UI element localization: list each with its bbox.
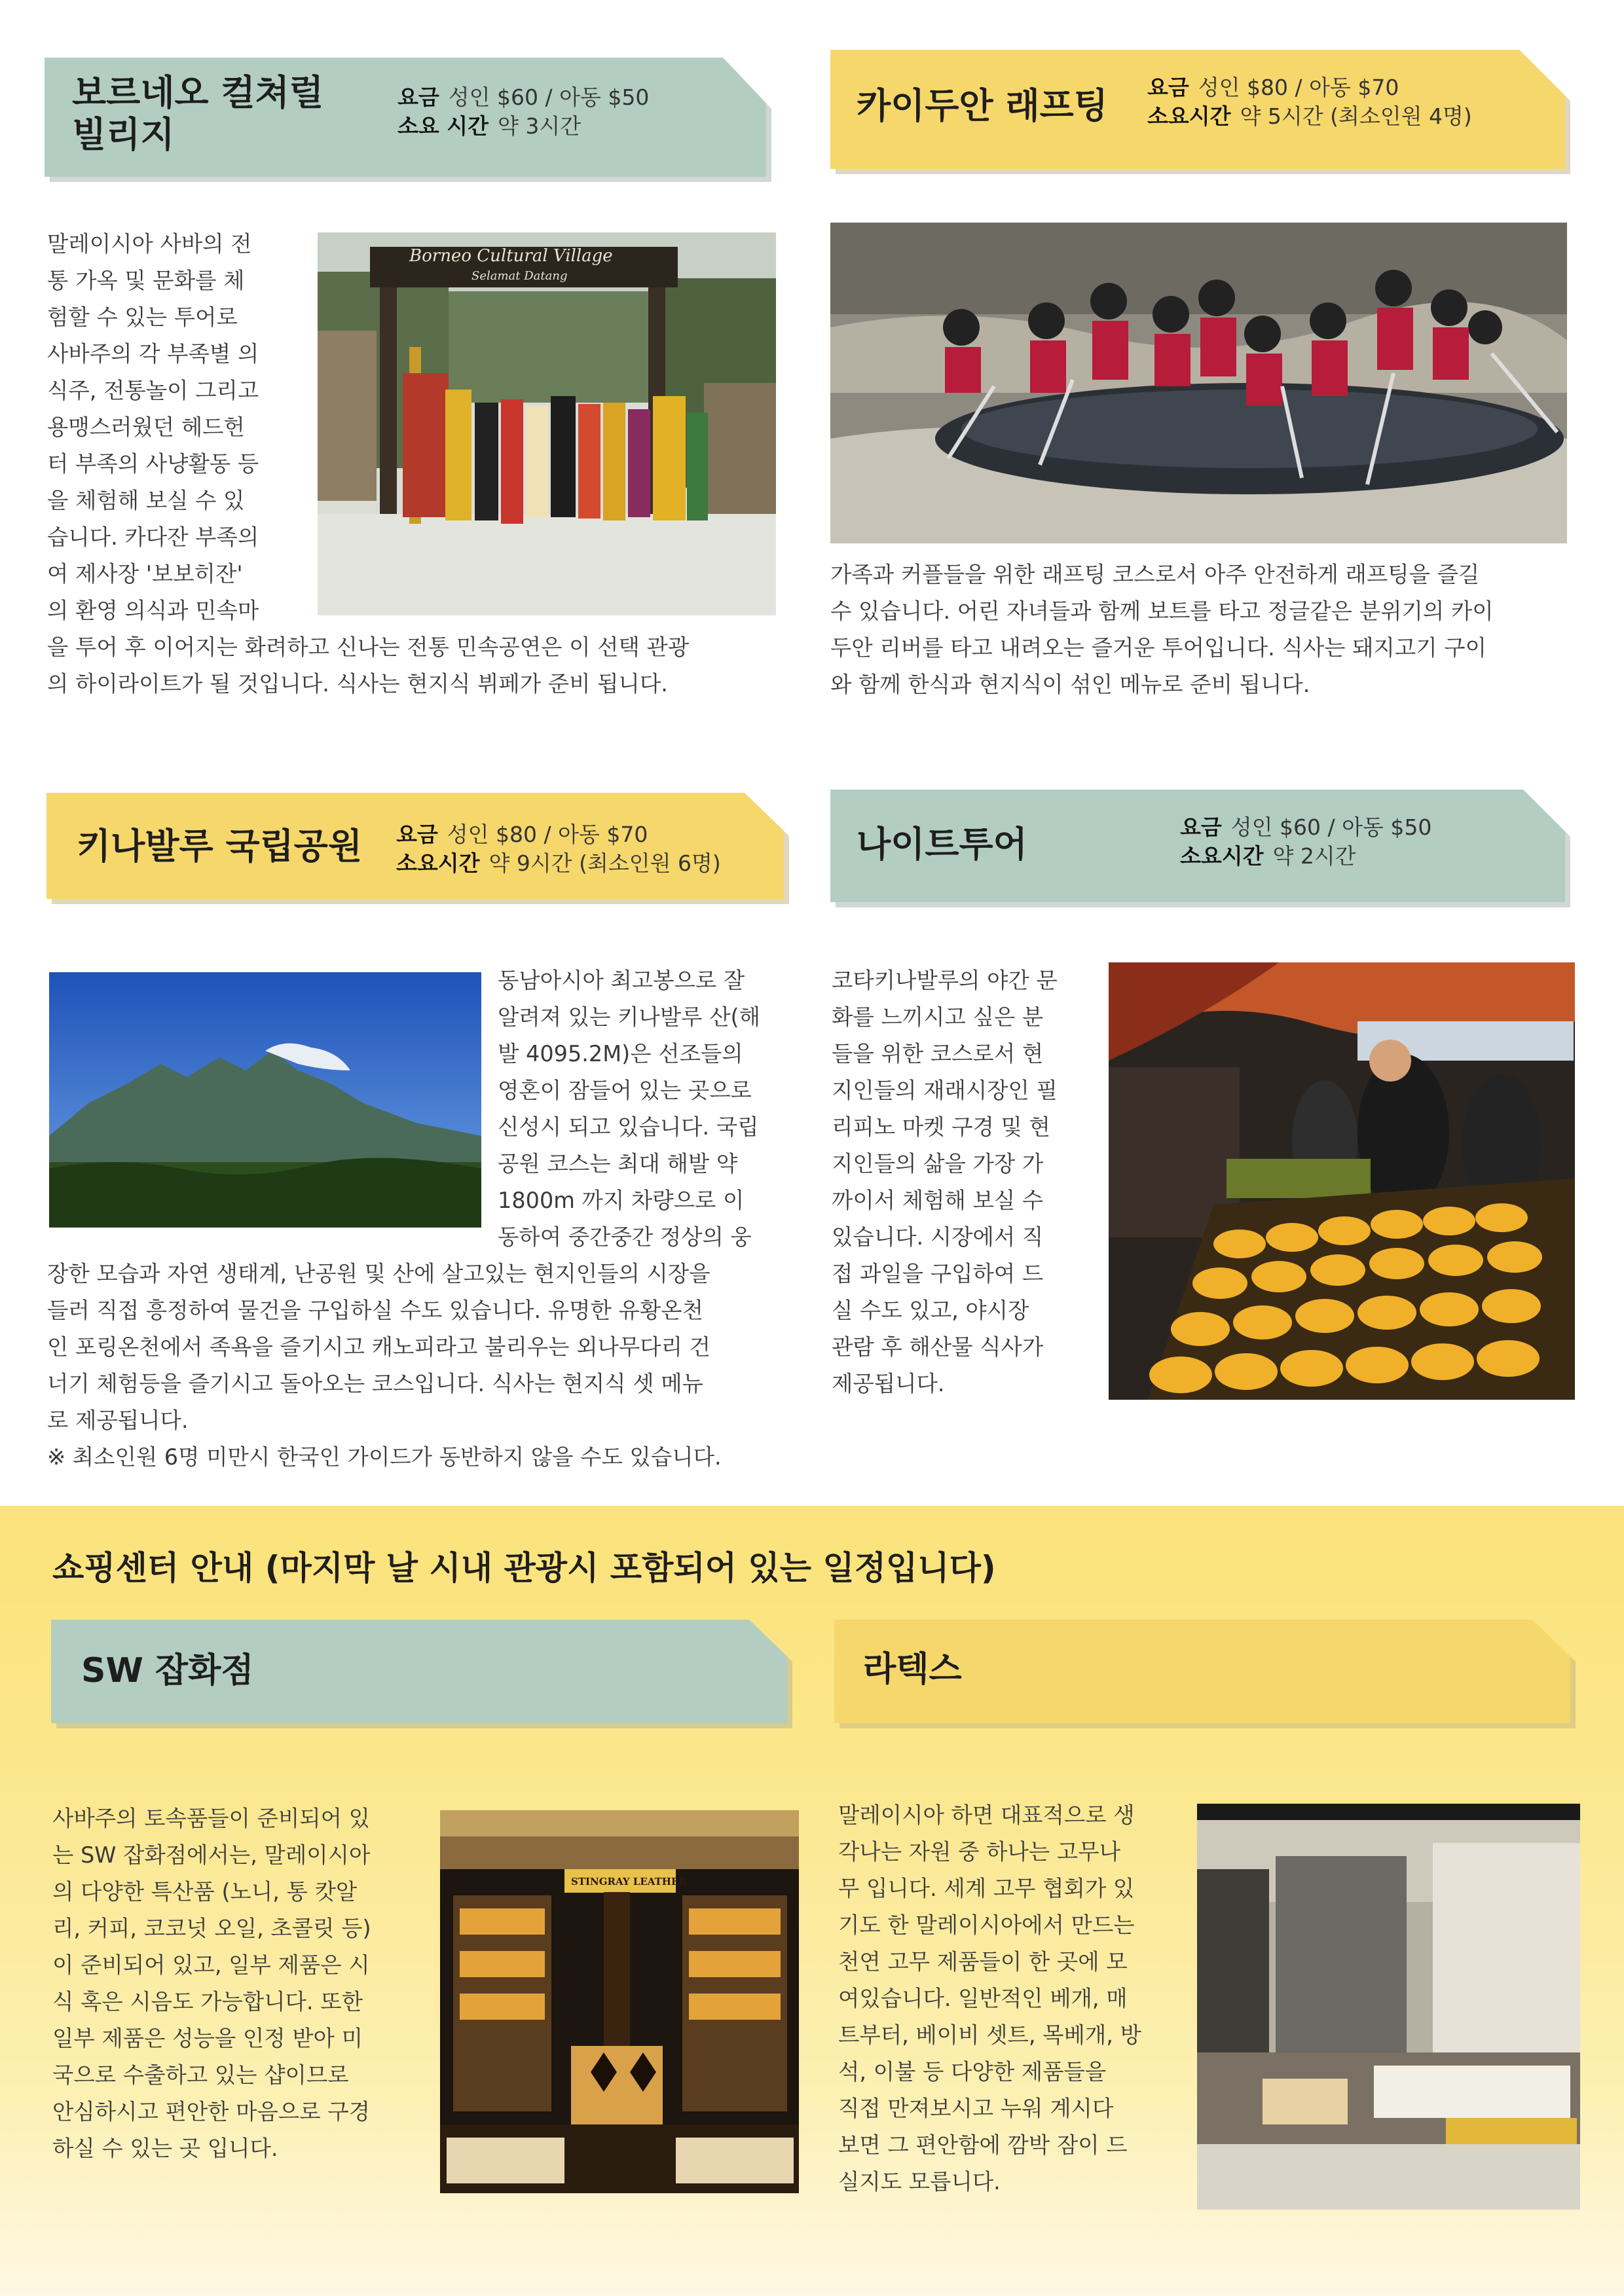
- body-line: 동남아시아 최고봉으로 잘: [498, 968, 745, 993]
- body-line: 동하여 중간중간 정상의 웅: [498, 1224, 752, 1250]
- time-label: 소요 시간: [397, 113, 489, 139]
- body-line: 의 환영 의식과 민속마: [47, 598, 259, 623]
- fee-value: 성인 $80 / 아동 $70: [1198, 75, 1399, 100]
- card-meta: [1180, 813, 1431, 871]
- body-line: 관람 후 해산물 식사가: [832, 1334, 1044, 1360]
- body-line: 는 SW 잡화점에서는, 말레이시아: [52, 1842, 371, 1868]
- body-line: 두안 리버를 타고 내려오는 즐거운 투어입니다. 식사는 돼지고기 구이: [830, 635, 1486, 661]
- time-value: 약 9시간 (최소인원 6명): [489, 850, 721, 876]
- time-value: 약 5시간 (최소인원 4명): [1240, 103, 1472, 129]
- body-line: 용맹스러웠던 헤드헌: [47, 414, 245, 440]
- body-line: 영혼이 잠들어 있는 곳으로: [498, 1078, 752, 1103]
- rafting-body: [830, 556, 1574, 703]
- kinabalu-body-full: [47, 1256, 790, 1476]
- fee-value: 성인 $80 / 아동 $70: [447, 822, 648, 847]
- body-line: 수 있습니다. 어린 자녀들과 함께 보트를 타고 정글같은 분위기의 카이: [830, 598, 1494, 624]
- body-line: 1800m 까지 차량으로 이: [498, 1188, 745, 1213]
- body-line: 트부터, 베이비 셋트, 목베개, 방: [838, 2022, 1141, 2048]
- body-line: 기도 한 말레이시아에서 만드는: [838, 1912, 1135, 1938]
- body-line: 장한 모습과 자연 생태계, 난공원 및 산에 살고있는 현지인들의 시장을: [47, 1261, 710, 1286]
- header-card-rafting: [826, 46, 1579, 154]
- body-line: 알려져 있는 키나발루 산(해: [498, 1004, 760, 1030]
- body-line: 이 준비되어 있고, 일부 제품은 시: [52, 1952, 370, 1978]
- night-body: [832, 962, 1094, 1402]
- card-title: 나이트투어: [857, 824, 1027, 865]
- time-label: 소요시간: [1180, 843, 1264, 869]
- body-line: 신성시 되고 있습니다. 국립: [498, 1114, 759, 1140]
- body-line: 을 체험해 보실 수 있: [47, 488, 245, 513]
- body-line: 공원 코스는 최대 해발 약: [498, 1151, 738, 1176]
- body-line: 로 제공됩니다.: [47, 1408, 189, 1433]
- body-line: 리피노 마켓 구경 및 현: [832, 1114, 1050, 1140]
- body-line: 사바주의 토속품들이 준비되어 있: [52, 1806, 370, 1831]
- body-line: 의 하이라이트가 될 것입니다. 식사는 현지식 뷔페가 준비 됩니다.: [47, 671, 668, 697]
- body-line: 들러 직접 흥정하여 물건을 구입하실 수도 있습니다. 유명한 유황온천: [47, 1298, 703, 1323]
- body-line: 너기 체험등을 즐기시고 돌아오는 코스입니다. 식사는 현지식 셋 메뉴: [47, 1371, 703, 1396]
- body-line: 안심하시고 편안한 마음으로 구경: [52, 2099, 370, 2124]
- fee-label: 요금: [397, 84, 439, 110]
- body-line: 들을 위한 코스로서 현: [832, 1041, 1044, 1066]
- body-line: 리, 커피, 코코넛 오일, 초콜릿 등): [52, 1916, 371, 1941]
- body-line: 인 포링온천에서 족욕을 즐기시고 캐노피라고 불리우는 외나무다리 건: [47, 1334, 711, 1360]
- body-line: 직접 만져보시고 누워 계시다: [838, 2096, 1114, 2121]
- body-line: 접 과일을 구입하여 드: [832, 1261, 1044, 1286]
- time-label: 소요시간: [396, 850, 480, 876]
- body-line: 여있습니다. 일반적인 베개, 매: [838, 1986, 1128, 2011]
- kinabalu-body-wrap: [498, 962, 786, 1256]
- body-line: 발 4095.2M)은 선조들의: [498, 1041, 743, 1066]
- card-meta: [396, 820, 721, 878]
- body-line: 말레이시아 사바의 전: [47, 231, 252, 257]
- body-line: 식주, 전통놀이 그리고: [47, 378, 259, 403]
- photo-sign-text: Borneo Cultural Village: [409, 246, 613, 266]
- header-card-latex: [830, 1616, 1583, 1724]
- photo-subsign-text: Selamat Datang: [471, 269, 568, 283]
- fee-value: 성인 $60 / 아동 $50: [1230, 814, 1432, 840]
- photo-sign-text: STINGRAY LEATHER: [571, 1876, 687, 1887]
- borneo-body-wrap: [47, 226, 293, 629]
- fee-label: 요금: [396, 822, 438, 847]
- latex-showroom-photo: [1197, 1804, 1580, 2210]
- card-title-line1: 보르네오 컬쳐럴: [72, 72, 323, 113]
- body-line: 통 가옥 및 문화를 체: [47, 268, 245, 293]
- sw-body: [52, 1800, 419, 2167]
- card-title: 카이두안 래프팅: [857, 85, 1108, 126]
- card-title: 라텍스: [863, 1650, 962, 1689]
- card-title: 키나발루 국립공원: [77, 826, 363, 867]
- fee-label: 요금: [1180, 814, 1222, 840]
- shopping-section-title: 쇼핑센터 안내 (마지막 날 시내 관광시 포함되어 있는 일정입니다): [52, 1549, 996, 1587]
- body-line: 지인들의 재래시장인 필: [832, 1078, 1058, 1103]
- body-line: 터 부족의 사냥활동 등: [47, 451, 259, 477]
- body-line: 실 수도 있고, 야시장: [832, 1298, 1029, 1323]
- mount-kinabalu-photo: [49, 972, 481, 1228]
- rafting-photo: [830, 223, 1567, 543]
- body-line: 하실 수 있는 곳 입니다.: [52, 2136, 278, 2161]
- header-card-sw: [47, 1616, 800, 1724]
- body-line: 가족과 커플들을 위한 래프팅 코스로서 아주 안전하게 래프팅을 즐길: [830, 562, 1480, 587]
- body-line: 을 투어 후 이어지는 화려하고 신나는 전통 민속공연은 이 선택 관광: [47, 634, 690, 660]
- body-line: 실지도 모릅니다.: [838, 2169, 1001, 2195]
- card-title-line2: 빌리지: [72, 114, 175, 155]
- body-line: 석, 이불 등 다양한 제품들을: [838, 2059, 1107, 2085]
- time-value: 약 3시간: [498, 113, 581, 139]
- body-line: 사바주의 각 부족별 의: [47, 341, 259, 367]
- body-line: 제공됩니다.: [832, 1371, 945, 1396]
- header-card-borneo: [41, 54, 781, 162]
- body-line: 각나는 자원 중 하나는 고무나: [838, 1839, 1120, 1865]
- time-value: 약 2시간: [1272, 843, 1356, 869]
- body-line: 천연 고무 제품들이 한 곳에 모: [838, 1949, 1128, 1975]
- card-title: SW 잡화점: [81, 1651, 254, 1690]
- time-label: 소요시간: [1147, 103, 1231, 129]
- body-line: 무 입니다. 세계 고무 협회가 있: [838, 1876, 1135, 1901]
- latex-body: [838, 1797, 1179, 2200]
- body-line: 여 제사장 '보보히잔': [47, 561, 243, 587]
- fee-label: 요금: [1147, 75, 1189, 100]
- body-line: 화를 느끼시고 싶은 분: [832, 1004, 1044, 1030]
- borneo-body-full: [47, 629, 787, 702]
- body-line: 지인들의 삶을 가장 가: [832, 1151, 1044, 1176]
- body-line: 의 다양한 특산품 (노니, 통 캇알: [52, 1879, 358, 1904]
- night-market-photo: [1109, 962, 1575, 1400]
- body-line: 말레이시아 하면 대표적으로 생: [838, 1802, 1135, 1828]
- fee-value: 성인 $60 / 아동 $50: [448, 84, 650, 110]
- body-line: 식 혹은 시음도 가능합니다. 또한: [52, 1989, 363, 2014]
- body-line: 습니다. 카다잔 부족의: [47, 524, 259, 550]
- card-meta: [1147, 73, 1472, 131]
- body-line: 까이서 체험해 보실 수: [832, 1188, 1044, 1213]
- borneo-village-photo: [318, 232, 776, 615]
- card-meta: [397, 83, 649, 141]
- body-line: 보면 그 편안함에 깜박 잠이 드: [838, 2132, 1128, 2158]
- body-line: 와 함께 한식과 현지식이 섞인 메뉴로 준비 됩니다.: [830, 672, 1310, 697]
- header-card-kinabalu: [43, 789, 796, 897]
- header-card-night: [826, 786, 1579, 894]
- body-line: 있습니다. 시장에서 직: [832, 1224, 1044, 1250]
- body-line: 험할 수 있는 투어로: [47, 304, 238, 330]
- card-title: [72, 72, 323, 156]
- body-line: 코타키나발루의 야간 문: [832, 968, 1058, 993]
- body-line: 일부 제품은 성능을 인정 받아 미: [52, 2026, 363, 2051]
- footnote: ※ 최소인원 6명 미만시 한국인 가이드가 동반하지 않을 수도 있습니다.: [47, 1444, 722, 1470]
- sw-store-photo: [440, 1810, 799, 2193]
- body-line: 국으로 수출하고 있는 샵이므로: [52, 2062, 349, 2088]
